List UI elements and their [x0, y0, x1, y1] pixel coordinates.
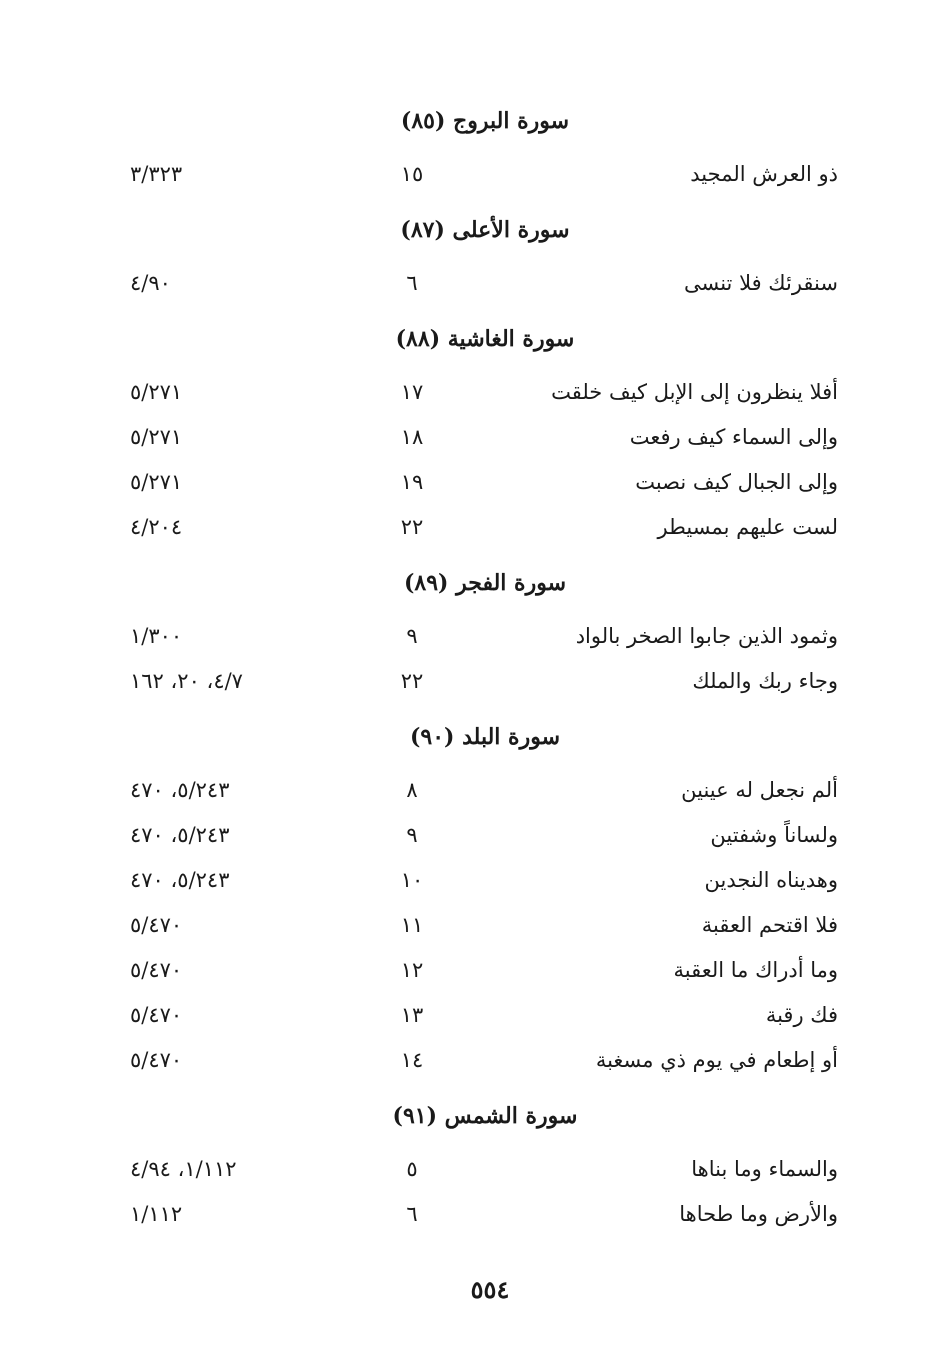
verse-text: أفلا ينظرون إلى الإبل كيف خلقت: [551, 380, 838, 404]
surah-heading: سورة البلد (٩٠): [409, 724, 561, 750]
index-row: [0, 993, 940, 1038]
index-row: [0, 659, 940, 704]
verse-text: والأرض وما طحاها: [679, 1202, 838, 1226]
verse-text: وثمود الذين جابوا الصخر بالواد: [575, 624, 838, 648]
surah-heading: سورة الأعلى (٨٧): [400, 217, 570, 243]
verse-number: ٥: [406, 1157, 418, 1181]
index-row: [0, 768, 940, 813]
page-reference: ٤/٢٠٤: [130, 515, 183, 539]
index-row: [0, 903, 940, 948]
verse-text: وما أدراك ما العقبة: [673, 958, 838, 982]
verse-number: ٦: [406, 271, 418, 295]
page-reference: ١/١١٢، ٤/٩٤: [130, 1157, 237, 1181]
verse-number: ١١: [400, 913, 424, 937]
verse-number: ١٢: [400, 958, 424, 982]
page-number: ٥٥٤: [470, 1275, 510, 1304]
verse-number: ٨: [406, 778, 418, 802]
index-row: [0, 1038, 940, 1083]
verse-text: وإلى السماء كيف رفعت: [629, 425, 838, 449]
verse-text: سنقرئك فلا تنسى: [683, 271, 838, 295]
index-row: [0, 505, 940, 550]
verse-text: ذو العرش المجيد: [690, 162, 838, 186]
verse-number: ١٠: [400, 868, 424, 892]
verse-text: أو إطعام في يوم ذي مسغبة: [595, 1048, 838, 1072]
page-reference: ٥/٤٧٠: [130, 913, 183, 937]
verse-number: ٢٢: [400, 669, 424, 693]
index-row: [0, 152, 940, 197]
index-row: [0, 261, 940, 306]
page-reference: ٥/٢٤٣، ٤٧٠: [130, 778, 230, 802]
surah-heading: سورة الغاشية (٨٨): [395, 326, 575, 352]
index-row: [0, 813, 940, 858]
verse-number: ١٧: [400, 380, 424, 404]
index-row: [0, 1147, 940, 1192]
verse-text: فلا اقتحم العقبة: [701, 913, 838, 937]
page-reference: ٣/٣٢٣: [130, 162, 183, 186]
verse-number: ١٥: [400, 162, 424, 186]
verse-index: [0, 100, 940, 1237]
page-reference: ٥/٢٤٣، ٤٧٠: [130, 868, 230, 892]
verse-text: وإلى الجبال كيف نصبت: [635, 470, 838, 494]
page-reference: ٥/٢٧١: [130, 470, 183, 494]
verse-number: ٩: [406, 624, 418, 648]
verse-text: والسماء وما بناها: [691, 1157, 838, 1181]
page-reference: ٥/٤٧٠: [130, 1048, 183, 1072]
surah-heading: سورة الفجر (٨٩): [403, 570, 567, 596]
index-row: [0, 1192, 940, 1237]
verse-text: فك رقبة: [765, 1003, 838, 1027]
page-reference: ١/١١٢: [130, 1202, 183, 1226]
verse-text: لست عليهم بمسيطر: [657, 515, 838, 539]
surah-heading: سورة الشمس (٩١): [392, 1103, 578, 1129]
index-row: [0, 415, 940, 460]
page-reference: ٥/٢٧١: [130, 380, 183, 404]
verse-number: ٦: [406, 1202, 418, 1226]
surah-heading: سورة البروج (٨٥): [400, 108, 570, 134]
verse-number: ١٣: [400, 1003, 424, 1027]
verse-number: ١٨: [400, 425, 424, 449]
verse-text: ولساناً وشفتين: [710, 823, 838, 847]
page-reference: ٤/٧، ٢٠، ١٦٢: [130, 669, 243, 693]
verse-number: ١٩: [400, 470, 424, 494]
index-row: [0, 948, 940, 993]
verse-text: وجاء ربك والملك: [692, 669, 838, 693]
index-row: [0, 460, 940, 505]
index-row: [0, 614, 940, 659]
page-reference: ٥/٤٧٠: [130, 958, 183, 982]
verse-number: ٢٢: [400, 515, 424, 539]
index-row: [0, 858, 940, 903]
verse-number: ٩: [406, 823, 418, 847]
page-reference: ١/٣٠٠: [130, 624, 183, 648]
verse-text: ألم نجعل له عينين: [681, 778, 838, 802]
page-reference: ٤/٩٠: [130, 271, 171, 295]
page-reference: ٥/٢٧١: [130, 425, 183, 449]
index-row: [0, 370, 940, 415]
page-reference: ٥/٤٧٠: [130, 1003, 183, 1027]
verse-number: ١٤: [400, 1048, 424, 1072]
page-reference: ٥/٢٤٣، ٤٧٠: [130, 823, 230, 847]
verse-text: وهديناه النجدين: [704, 868, 838, 892]
